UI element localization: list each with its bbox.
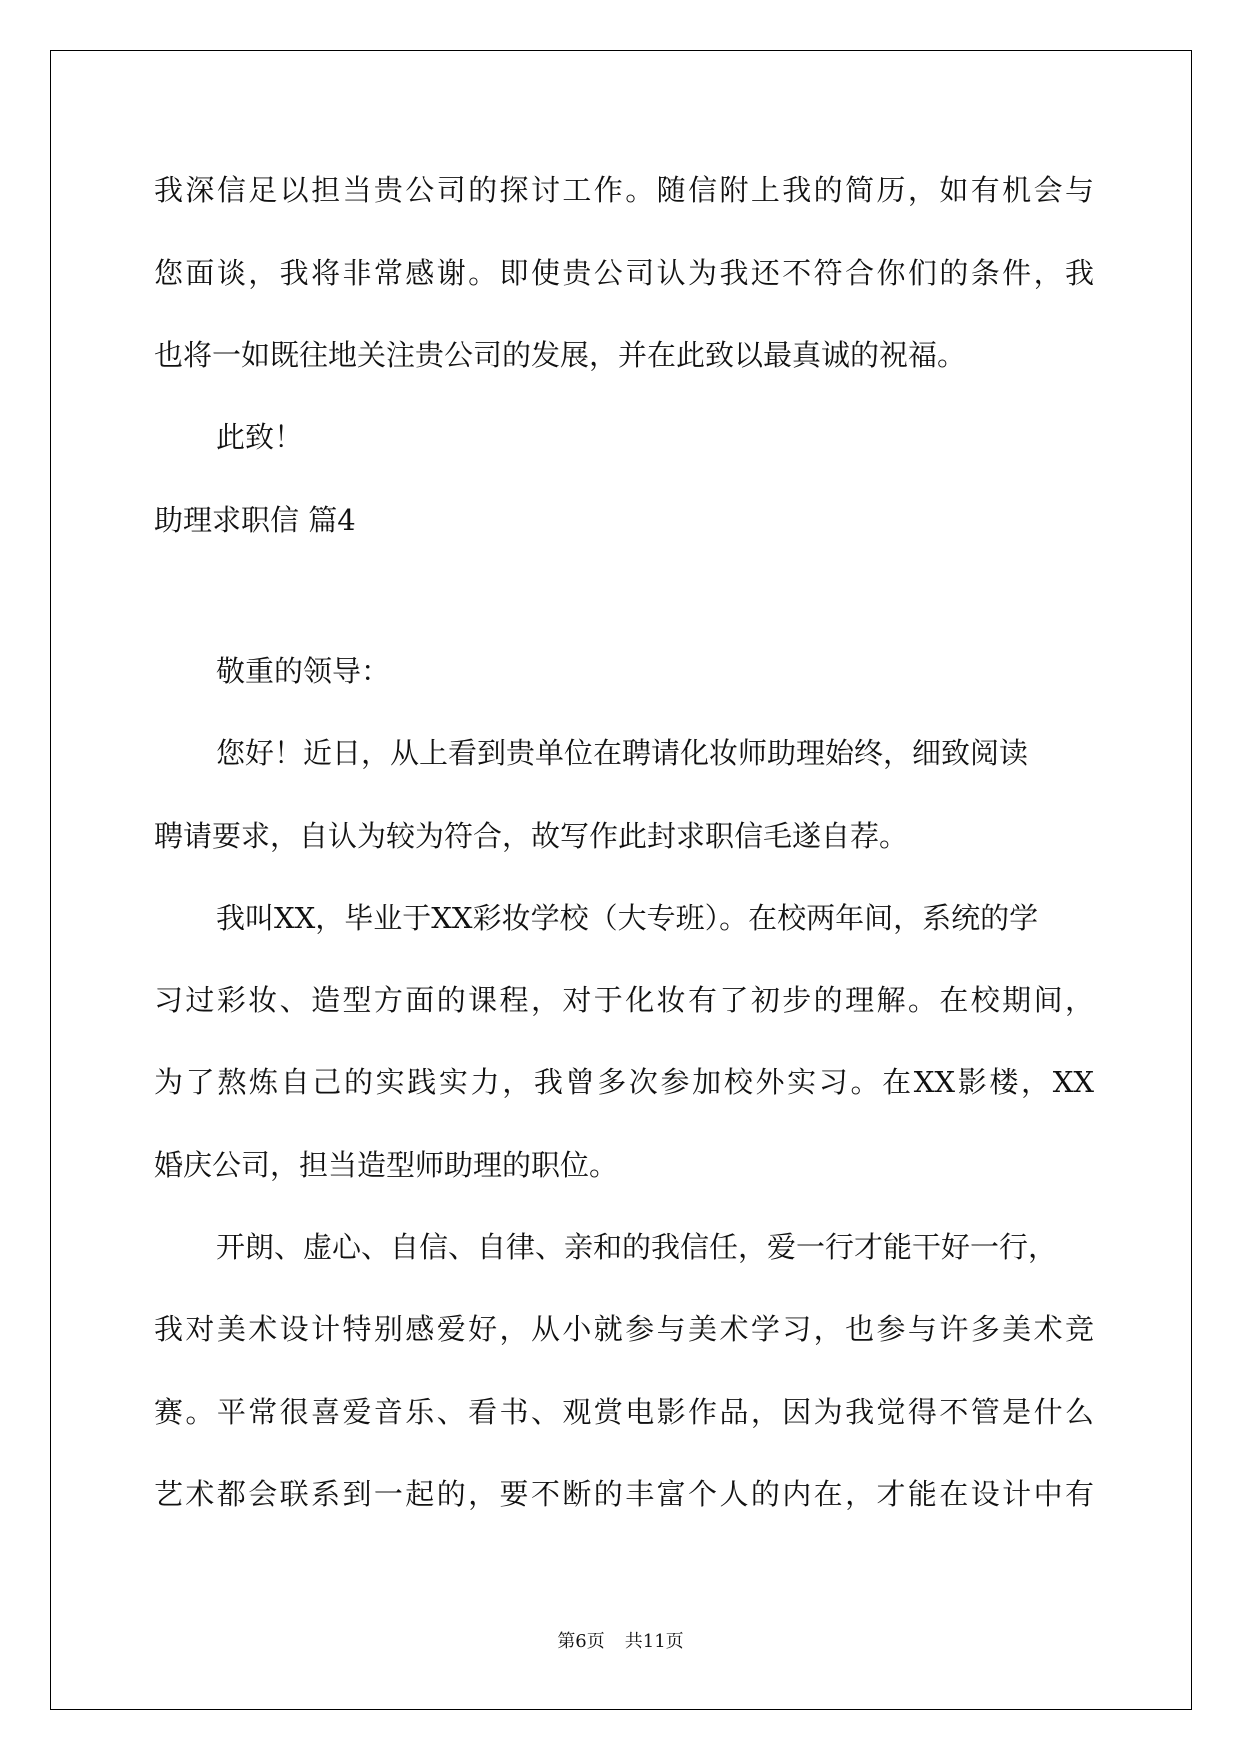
page-footer (0, 1627, 1241, 1653)
body-line: 为了熬炼自己的实践实力，我曾多次参加校外实习。在XX影楼，XX (154, 1065, 1094, 1099)
body-line: 习过彩妆、造型方面的课程，对于化妆有了初步的理解。在校期间， (154, 983, 1094, 1017)
body-line: 您面谈，我将非常感谢。即使贵公司认为我还不符合你们的条件，我 (154, 256, 1094, 290)
body-line: 我叫XX，毕业于XX彩妆学校（大专班）。在校两年间，系统的学 (216, 901, 1039, 935)
body-line: 聘请要求，自认为较为符合，故写作此封求职信毛遂自荐。 (154, 819, 909, 853)
page-total: 共11页 (624, 1631, 684, 1652)
page-border (50, 50, 1192, 1710)
body-line: 赛。平常很喜爱音乐、看书、观赏电影作品，因为我觉得不管是什么 (154, 1395, 1094, 1429)
body-line: 也将一如既往地关注贵公司的发展，并在此致以最真诚的祝福。 (154, 338, 967, 372)
page-number: 第6页 (557, 1631, 605, 1652)
body-line: 开朗、虚心、自信、自律、亲和的我信任，爱一行才能干好一行， (216, 1230, 1058, 1264)
body-line: 我对美术设计特别感爱好，从小就参与美术学习，也参与许多美术竞 (154, 1312, 1094, 1346)
closing-line: 此致！ (216, 420, 304, 454)
body-line: 婚庆公司，担当造型师助理的职位。 (154, 1148, 619, 1182)
section-heading: 助理求职信 篇4 (154, 503, 356, 537)
salutation: 敬重的领导： (216, 654, 391, 688)
body-line: 您好！近日，从上看到贵单位在聘请化妆师助理始终，细致阅读 (216, 736, 1029, 770)
body-line: 艺术都会联系到一起的，要不断的丰富个人的内在，才能在设计中有 (154, 1477, 1094, 1511)
body-line: 我深信足以担当贵公司的探讨工作。随信附上我的简历，如有机会与 (154, 173, 1094, 207)
